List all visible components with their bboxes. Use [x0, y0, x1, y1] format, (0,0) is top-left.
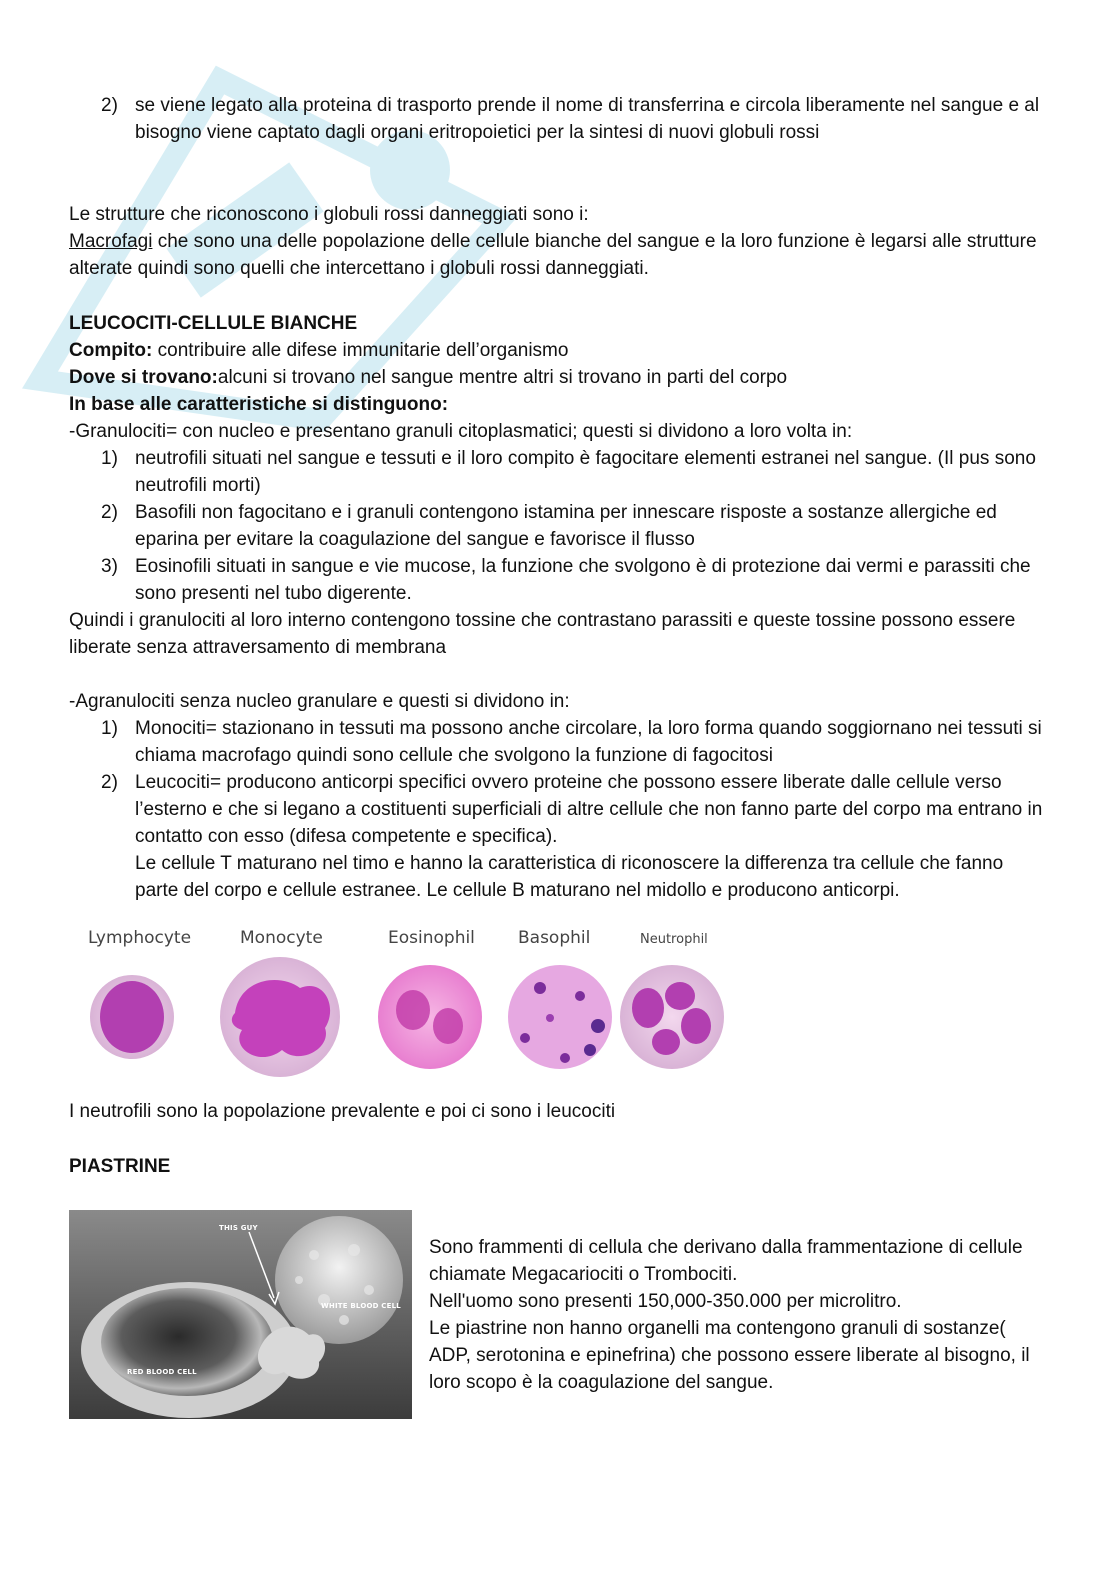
dove-line: [69, 364, 1049, 391]
list-text: se viene legato alla proteina di trasporto prende il nome di transferrina e circola liberamente nel sangue e al bisogno viene captato dagli organi eritropoietici per la sintesi di nuovi globuli rossi: [135, 95, 1040, 143]
cell-label-monocyte: Monocyte: [240, 928, 323, 948]
piastrine-paragraph-2: Nell'uomo sono presenti 150,000-350.000 per microlitro.: [429, 1291, 902, 1312]
neutrophil-image: [620, 965, 724, 1069]
leukocyte-figure: [70, 918, 738, 1090]
structures-line: Le strutture che riconoscono i globuli rossi danneggiati sono i:: [69, 204, 589, 225]
basophil-image: [508, 965, 612, 1069]
macrofagi-text: che sono una delle popolazione delle cellule bianche del sangue e la loro funzione è legarsi alle strutture alterate quindi sono quelli che intercettano i globuli rossi danneggiati.: [69, 231, 1037, 279]
cell-images: [70, 918, 738, 1090]
sem-graphic: [69, 1210, 412, 1419]
list-text: Basofili non fagocitano e i granuli contengono istamina per innescare risposte a sostanze allergiche ed eparina per evitare la coagulazione del sangue e favorisce il flusso: [135, 502, 997, 550]
sem-label-this-guy: THIS GUY: [219, 1224, 258, 1232]
list-number: 2): [101, 502, 118, 523]
cell-label-eosinophil: Eosinophil: [388, 928, 475, 948]
piastrine-paragraph-3: Le piastrine non hanno organelli ma contengono granuli di sostanze( ADP, serotonina e epinefrina) che possono essere liberate al bisogno, il loro scopo è la coagulazione del sangue.: [429, 1318, 1030, 1393]
compito-line: [69, 337, 1049, 364]
distinguono-line: In base alle caratteristiche si distinguono:: [69, 394, 449, 415]
list-item: [69, 92, 1049, 146]
intro-list: [69, 92, 1049, 146]
lymphocyte-image: [90, 975, 174, 1059]
leucociti-heading: LEUCOCITI-CELLULE BIANCHE: [69, 313, 358, 334]
piastrine-paragraph-1: Sono frammenti di cellula che derivano dalla frammentazione di cellule chiamate Megacariociti o Trombociti.: [429, 1237, 1023, 1285]
list-text: Eosinofili situati in sangue e vie mucose, la funzione che svolgono è di protezione dai vermi e parassiti che sono presenti nel tubo digerente.: [135, 556, 1031, 604]
compito-text: contribuire alle difese immunitarie dell’organismo: [152, 340, 569, 361]
cell-label-lymphocyte: Lymphocyte: [88, 928, 192, 948]
list-number: 2): [101, 772, 118, 793]
granulociti-intro: -Granulociti= con nucleo e presentano granuli citoplasmatici; questi si dividono a loro volta in:: [69, 421, 853, 442]
piastrine-heading: PIASTRINE: [69, 1156, 171, 1177]
list-item: [69, 499, 1049, 553]
piastrine-text: [429, 1234, 1049, 1396]
dove-text: alcuni si trovano nel sangue mentre altri si trovano in parti del corpo: [217, 367, 788, 388]
list-number: 3): [101, 556, 118, 577]
cell-label-basophil: Basophil: [518, 928, 591, 948]
sem-label-white-blood-cell: WHITE BLOOD CELL: [321, 1302, 401, 1310]
eosinophil-image: [378, 965, 482, 1069]
list-item: [69, 715, 1049, 769]
dove-label: Dove si trovano:: [69, 367, 218, 388]
list-text-extra: Le cellule T maturano nel timo e hanno la caratteristica di riconoscere la differenza tra cellule che fanno parte del corpo e cellule estranee. Le cellule B maturano nel midollo e producono anticorpi.: [135, 853, 1004, 901]
list-text: neutrofili situati nel sangue e tessuti e il loro compito è fagocitare elementi estranei nel sangue. (Il pus sono neutrofili morti): [135, 448, 1036, 496]
list-item: [69, 769, 1049, 904]
list-number: 1): [101, 448, 118, 469]
list-text: Leucociti= producono anticorpi specifici ovvero proteine che possono essere liberate dalle cellule verso l’esterno e che si legano a costituenti superficiali di altre cellule che non fanno parte del corpo ma entrano in contatto con esso (difesa competente e specifica).: [135, 772, 1043, 847]
list-item: [69, 553, 1049, 607]
neutrofili-note: I neutrofili sono la popolazione prevalente e poi ci sono i leucociti: [69, 1101, 616, 1122]
macrofagi-paragraph: [69, 228, 1049, 282]
monocyte-image: [220, 957, 340, 1077]
blank-line: [69, 661, 1049, 688]
list-number: 1): [101, 718, 118, 739]
compito-label: Compito:: [69, 340, 153, 361]
list-text: Monociti= stazionano in tessuti ma possono anche circolare, la loro forma quando soggiornano nei tessuti si chiama macrofago quindi sono cellule che svolgono la funzione di fagocitosi: [135, 718, 1042, 766]
sem-label-red-blood-cell: RED BLOOD CELL: [127, 1368, 197, 1376]
macrofagi-term: Macrofagi: [69, 231, 153, 252]
agranulociti-intro: -Agranulociti senza nucleo granulare e questi si dividono in:: [69, 691, 570, 712]
list-number: 2): [101, 95, 118, 116]
leucociti-section: [69, 310, 1049, 904]
granulociti-note: Quindi i granulociti al loro interno contengono tossine che contrastano parassiti e queste tossine possono essere liberate senza attraversamento di membrana: [69, 610, 1016, 658]
cell-label-neutrophil: Neutrophil: [640, 932, 708, 947]
platelet-sem-image: [69, 1210, 412, 1419]
structures-paragraph: [69, 201, 1049, 282]
list-item: [69, 445, 1049, 499]
